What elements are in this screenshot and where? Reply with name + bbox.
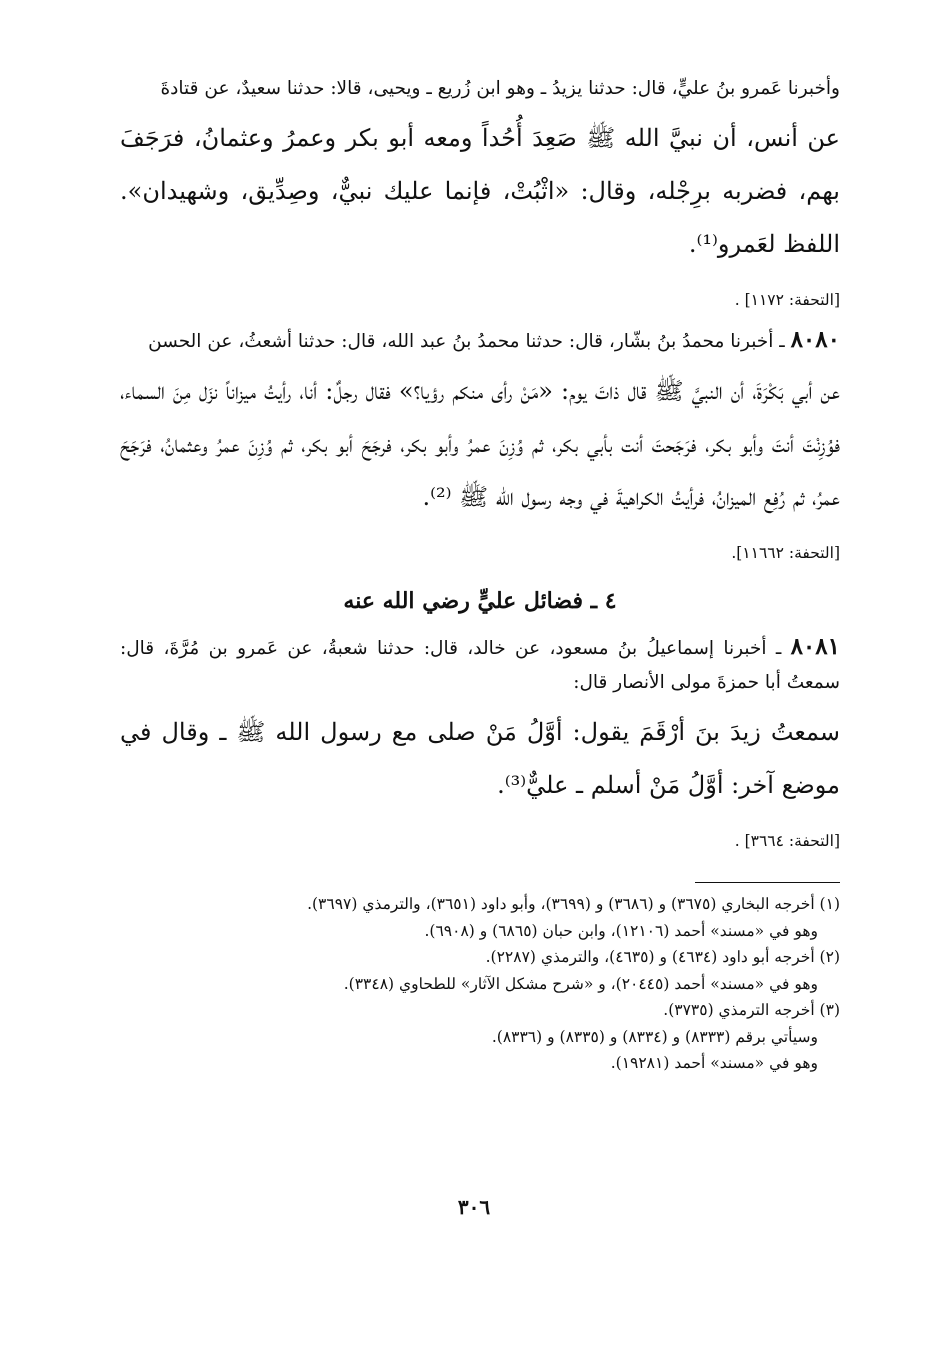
hadith-isnad bbox=[120, 323, 840, 359]
hadith-isnad bbox=[120, 630, 840, 700]
hadith-isnad: وأخبرنا عَمرو بنُ عليٍّ، قال: حدثنا يزيدُ ـ وهو ابن زُريع ـ ويحيى، قالا: حدثنا سعيدٌ، عن قتادةَ bbox=[160, 78, 840, 99]
footnote-line: (١) أخرجه البخاري (٣٦٧٥) و (٣٦٨٦) و (٣٦٩٩)، وأبو داود (٣٦٥١)، والترمذي (٣٦٩٧). bbox=[307, 895, 840, 913]
footnote-divider bbox=[695, 882, 840, 883]
tuhfa-reference: [التحفة: ١١٧٢] . bbox=[734, 291, 840, 309]
hadith-matn: عن أبي بَكْرَةَ، أن النبيَّ ﷺ قال ذاتَ يوم: «مَنْ رأى منكم رؤيا؟» فقال رجلٌ: أنا، رأيتُ ميزاناً نزَل مِنَ السماء، فوُزِنْتَ أنتَ وأبو بكر، فرَجَحتَ أنت بأبي بكر، ثم وُزِنَ عمرُ وأبو بكر، فرجَحَ أبو بكر، ثم وُزِنَ عمرُ وعثمانُ، فرَجَحَ عمرُ، ثم رُفِع الميزانُ، فرأيتُ الكراهيةَ في وجه رسول الله ﷺ ⁽²⁾. bbox=[120, 377, 840, 511]
hadith-number: ٨٠٨٠ bbox=[790, 326, 840, 353]
tuhfa-reference: [التحفة: ١١٦٦٢]. bbox=[731, 544, 840, 562]
footnote-line: وسيأتي برقم (٨٣٣٣) و (٨٣٣٤) و (٨٣٣٥) و (٨٣٣٦). bbox=[491, 1027, 818, 1046]
hadith-matn: عن أنس، أن نبيَّ الله ﷺ صَعِدَ أُحُداً ومعه أبو بكر وعمرُ وعثمانُ، فرَجَفَ بهم، فضربه برِجْله، وقال: «اثْبُتْ، فإنما عليك نبيٌّ، وصِدِّيق، وشهيدان». اللفظ لعَمرو⁽¹⁾. bbox=[120, 124, 840, 258]
tuhfa-reference: [التحفة: ٣٦٦٤] . bbox=[734, 832, 840, 850]
footnote-line: وهو في «مسند» أحمد (١٢١٠٦)، وابن حبان (٦٨٦٥) و (٦٩٠٨). bbox=[424, 921, 818, 940]
footnote-line: وهو في «مسند» أحمد (٢٠٤٤٥)، و «شرح مشكل الآثار» للطحاوي (٣٣٤٨). bbox=[343, 974, 818, 993]
footnote-line: (٢) أخرجه أبو داود (٤٦٣٤) و (٤٦٣٥)، والترمذي (٢٢٨٧). bbox=[485, 948, 840, 966]
isnad-text: ـ أخبرنا إسماعيلُ بنُ مسعود، عن خالد، قال: حدثنا شعبةُ، عن عَمرو بن مُرَّةَ، قال: سمعتُ أبا حمزةَ مولى الأنصار قال: bbox=[120, 638, 840, 693]
isnad-text: ـ أخبرنا محمدُ بنُ بشّار، قال: حدثنا محمدُ بنُ عبد الله، قال: حدثنا أشعثُ، عن الحسن bbox=[148, 331, 791, 352]
hadith-matn: سمعتُ زيدَ بنَ أرْقَمَ يقول: أوَّلُ مَنْ صلى مع رسول الله ﷺ ـ وقال في موضع آخر: أوَّلُ مَنْ أسلم ـ عليٌّ⁽³⁾. bbox=[120, 718, 840, 799]
footnote-line: وهو في «مسند» أحمد (١٩٢٨١). bbox=[610, 1054, 818, 1072]
hadith-number: ٨٠٨١ bbox=[790, 633, 840, 660]
page-body bbox=[120, 72, 840, 1335]
footnote-line: (٣) أخرجه الترمذي (٣٧٣٥). bbox=[663, 1001, 840, 1019]
section-heading: ٤ ـ فضائل عليٍّ رضي الله عنه bbox=[343, 588, 617, 614]
footnotes bbox=[120, 891, 840, 1077]
page-number: ٣٠٦ bbox=[457, 1195, 491, 1219]
